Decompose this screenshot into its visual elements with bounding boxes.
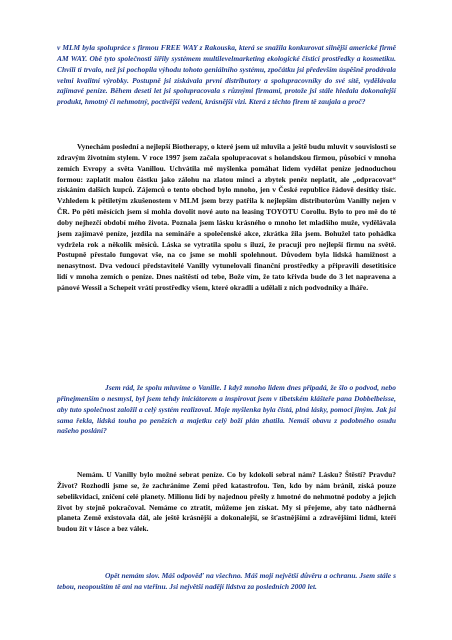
paragraph-question-mission: Jsem rád, že spolu mluvíme o Vanille. I když mnoho lidem dnes připadá, že šlo o podvod, nebo přinejmenším o nesmysl, byl jsem tehdy iniciátorem a inspirovat jsem v tibetském klášteře pana Dobbelbeisse, aby tuto společnost založil a celý systém realizoval. Moje myšlenka byla čistá, plná lásky, pomoci jiným. Jak jsi sama řekla, lidská touha po penězích a majetku celý boží plán zhatila. Nemáš obavu z podobného osudu našeho poslání? xyxy=(57,383,396,436)
paragraph-answer-fearless: Nemám. U Vanilly bylo možné sebrat peníze. Co by kdokoli sebral nám? Lásku? Štěstí? Pravdu? Život? Rozhodli jsme se, že zachráníme Zemi před katastrofou. Ten, kdo by nám bránil, získá pouze sebelikvidaci, zničení celé planety. Milionu lidí by najednou přešly z hmotné do nehmotné podoby a jejich život by stejně pokračoval. Nemáme co ztratit, můžeme jen získat. My si přejeme, aby tato nádherná planeta Země existovala dál, ale ještě krásnější a dokonalejší, se šťastnějšími a zdravějšími lidmi, kteří budou žít v lásce a bez válek. xyxy=(57,470,396,534)
paragraph-closing: Opět nemám slov. Máš odpověď na všechno. Máš mojí největší důvěru a ochranu. Jsem stále s tebou, neopouštím tě ani na vteřinu. Jsi největší nadějí lidstva za posledních 2000 let. xyxy=(57,571,396,591)
paragraph-answer-vanilla: Vynechám poslední a nejlepší Biotherapy, o které jsem už mluvila a ještě budu mluvit v souvislosti se zdravým životním stylem. V roce 1997 jsem začala spolupracovat s holandskou firmou, působící v mnoha zemích Evropy a světa Vanillou. Uchvátila mě myšlenka pomáhat lidem vydělat peníze jednoduchou formou: zaplatit malou částku jako zálohu na zlatou minci a zbytek peněz neplatit, ale „odpracovat“ získáním dalších kupců. Zájemců o tento obchod bylo mnoho, jen v České republice řádově desítky tisíc. Vzhledem k pětiletým zkušenostem v MLM jsem brzy patřila k nejlepším distributorům Vanilly nejen v ČR. Po pěti měsících jsem si mohla dovolit nové auto na leasing TOYOTU Corollu. Bylo to pro mě do té doby nejhezčí období mého života. Poznala jsem lásku krásného o mnoho let mladšího muže, vydělávala jsem zajímavé peníze, jezdila na semináře a společenské akce, zkrátka žila jsem. Bohužel tato pohádka vydržela rok a několik měsíců. Láska se vytratila spolu s iluzí, že pracuji pro nejlepší firmu na světě. Postupně přestalo fungovat vše, na co jsme se mohli spolehnout. Důvodem byla lidská hamižnost a nenasytnost. Dva vedoucí představitelé Vanilly vytunelovali finanční prostředky a připravili desetitisíce lidí v mnoha zemích o peníze. Dnes naštěstí od tebe, Bože vím, že tato křivda bude do 3 let napravena a pánové Wessil a Schepeit vrátí prostředky všem, které okradli a udělali z nich podvodníky a lháře. xyxy=(57,142,396,292)
paragraph-question-freeway: v MLM byla spolupráce s firmou FREE WAY z Rakouska, která se snažila konkurovat silnější americké firmě AM WAY. Obě tyto společnosti šířily systémem multilevelmarketing ekologické čisticí prostředky a kosmetiku. Chvíli tí trvalo, než jsi pochopila výhodu tohoto geniálního systému, zpočátku jsi především úspěšně prodávala velmi kvalitní výrobky. Postupně jsi získávala první distributory a spolupracovníky do své sítě, vydělávala zajímavé peníze. Během deseti let jsi spolupracovala s různými firmami, protože jsi stále hledala dokonalejší produkt, hmotný či nehmotný, poctivější vedení, krásnější vizi. Která z těchto firem tě zaujala a proč? xyxy=(57,43,396,107)
